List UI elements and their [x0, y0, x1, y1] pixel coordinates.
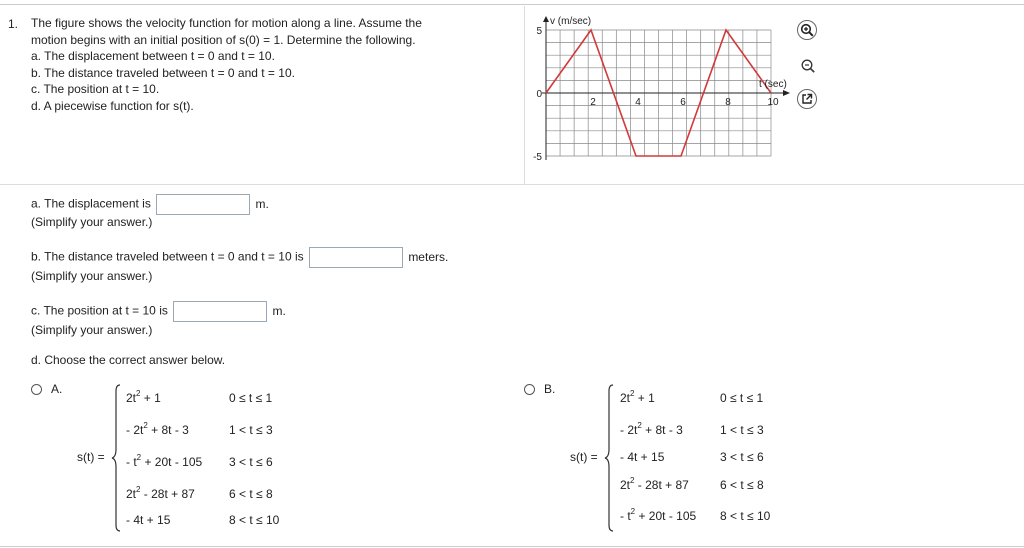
part-b-hint: (Simplify your answer.) [31, 269, 153, 283]
part-a-input[interactable] [156, 194, 250, 215]
option-a-expr: - 4t + 15 [126, 513, 171, 527]
option-a-cond: 1 < t ≤ 3 [229, 423, 273, 437]
part-b-prefix: b. The distance traveled between t = 0 and t = 10 is [31, 249, 304, 264]
x-tick-label: 6 [680, 97, 686, 108]
option-a-expr: - $2t^2 + 8t - 3$ [126, 421, 189, 437]
question-line: b. The distance traveled between t = 0 and t = 10. [31, 65, 295, 80]
zoom-in-button[interactable] [797, 20, 817, 40]
option-b-expr: - $t^2 + 20t - 105$ [620, 507, 697, 523]
velocity-graph [528, 10, 798, 180]
y-axis-arrow [543, 16, 549, 22]
x-tick-label: 4 [635, 97, 641, 108]
question-text [31, 15, 422, 114]
option-b-expr: $2t^2 + 1$ [620, 389, 655, 405]
option-b-cond: 1 < t ≤ 3 [720, 423, 764, 437]
option-a-cond: 8 < t ≤ 10 [229, 513, 280, 527]
question-line: The figure shows the velocity function for motion along a line. Assume the [31, 16, 422, 30]
option-b-lhs: s(t) = [570, 450, 598, 464]
graph-ticks [533, 26, 779, 163]
option-a-brace [110, 383, 122, 533]
y-tick-label: -5 [533, 152, 542, 163]
option-b-expr: $2t^2 - 28t + 87$ [620, 476, 689, 492]
question-number: 1. [8, 17, 19, 31]
option-b-label: B. [544, 382, 556, 396]
part-c-unit: m. [272, 303, 286, 318]
part-c-prefix: c. The position at t = 10 is [31, 303, 168, 318]
x-axis-label: t (sec) [759, 79, 787, 90]
y-axis-label: v (m/sec) [550, 16, 592, 27]
question-line: motion begins with an initial position of s(0) = 1. Determine the following. [31, 32, 416, 47]
part-b [31, 247, 448, 268]
graph-axes [542, 16, 790, 160]
part-c-hint: (Simplify your answer.) [31, 323, 153, 337]
question-line: d. A piecewise function for s(t). [31, 98, 194, 113]
part-a-prefix: a. The displacement is [31, 196, 151, 211]
part-c [31, 301, 286, 322]
popout-icon [801, 93, 813, 105]
part-b-input[interactable] [309, 247, 403, 268]
option-a-radio[interactable] [31, 384, 42, 395]
x-tick-label: 2 [590, 97, 596, 108]
top-divider [0, 4, 1024, 5]
option-a-cond: 0 ≤ t ≤ 1 [229, 391, 273, 405]
bottom-divider [0, 546, 1024, 547]
x-tick-label: 10 [767, 97, 779, 108]
option-b-cond: 8 < t ≤ 10 [720, 509, 771, 523]
option-b-cond: 3 < t ≤ 6 [720, 450, 764, 464]
y-tick-label: 5 [536, 26, 542, 37]
part-b-unit: meters. [408, 249, 449, 264]
option-a-expr: - $t^2 + 20t - 105$ [126, 453, 203, 469]
x-axis-arrow [783, 90, 790, 96]
option-b-brace [603, 383, 615, 533]
option-b-expr: - 4t + 15 [620, 450, 665, 464]
option-b-cond: 6 < t ≤ 8 [720, 478, 764, 492]
option-a-label: A. [51, 382, 63, 396]
zoom-out-button[interactable] [800, 58, 816, 74]
part-a-hint: (Simplify your answer.) [31, 215, 153, 229]
y-tick-label: 0 [536, 89, 542, 100]
option-a-cond: 6 < t ≤ 8 [229, 487, 273, 501]
question-line: a. The displacement between t = 0 and t = 10. [31, 49, 275, 63]
part-a [31, 194, 269, 215]
option-a-expr: $2t^2 + 1$ [126, 389, 161, 405]
part-a-unit: m. [255, 196, 269, 211]
part-c-input[interactable] [173, 301, 267, 322]
option-b-radio[interactable] [524, 384, 535, 395]
popout-button[interactable] [797, 89, 817, 109]
option-a-cond: 3 < t ≤ 6 [229, 455, 273, 469]
option-a-lhs: s(t) = [77, 450, 105, 464]
section-divider [0, 184, 1024, 185]
question-line: c. The position at t = 10. [31, 82, 160, 96]
option-a-expr: $2t^2 - 28t + 87$ [126, 485, 195, 501]
option-b-cond: 0 ≤ t ≤ 1 [720, 391, 764, 405]
x-tick-label: 8 [725, 97, 731, 108]
option-b-expr: - $2t^2 + 8t - 3$ [620, 421, 683, 437]
zoom-in-icon [800, 23, 814, 37]
part-d-prompt: d. Choose the correct answer below. [31, 353, 226, 367]
panel-divider [524, 6, 525, 184]
zoom-out-icon [800, 58, 816, 74]
